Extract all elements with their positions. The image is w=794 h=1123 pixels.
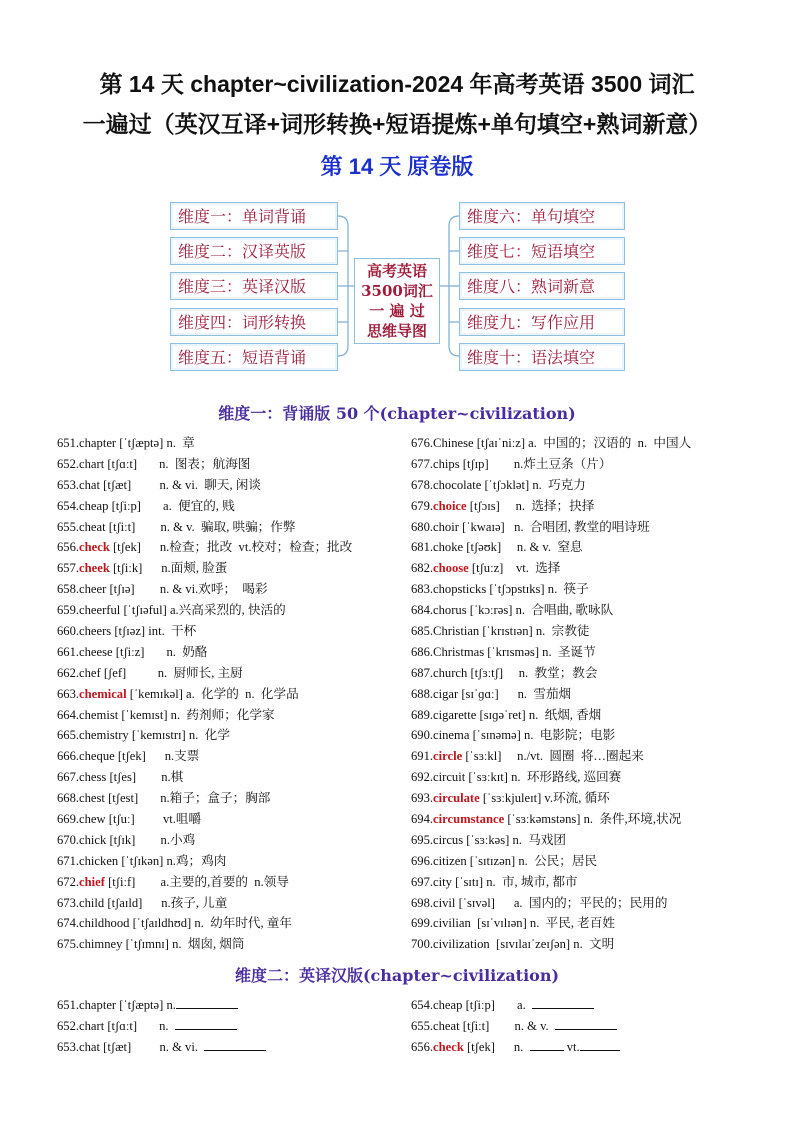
vocab-entry <box>57 767 417 788</box>
entry-word: chimney <box>79 937 123 952</box>
entry-number: 693. <box>411 791 434 806</box>
entry-number: 652. <box>57 1018 80 1033</box>
entry-detail: [ˈsɪtɪ] n. 市, 城市, 都市 <box>451 874 578 889</box>
entry-detail: [ˈkwaɪə] n. 合唱团, 教堂的唱诗班 <box>458 519 650 534</box>
entry-word: church <box>433 665 468 680</box>
entry-number: 681. <box>411 540 434 555</box>
entry-number: 654. <box>57 498 80 513</box>
vocab-entry <box>57 725 417 746</box>
vocab-entry <box>411 830 771 851</box>
entry-detail: [tʃæt] n. & vi. 聊天, 闲谈 <box>100 477 261 492</box>
section-heading-translation: 维度二：英译汉版(chapter~civilization) <box>234 966 560 985</box>
entry-word: chapter <box>79 998 117 1012</box>
vocab-entry <box>57 809 417 830</box>
vocab-entry <box>57 475 417 496</box>
entry-detail: [ˈsɪtɪzən] n. 公民；居民 <box>466 853 598 868</box>
entry-number: 698. <box>411 895 434 910</box>
vocab-entry <box>411 579 771 600</box>
entry-number: 660. <box>57 624 80 639</box>
vocab-entry <box>411 788 771 809</box>
entry-number: 694. <box>411 812 434 827</box>
entry-word: cheque <box>79 749 115 764</box>
entry-word: chat <box>79 477 101 492</box>
entry-number: 685. <box>411 624 434 639</box>
exercise-row <box>57 995 417 1016</box>
entry-number: 676. <box>411 436 434 450</box>
entry-number: 692. <box>411 770 434 785</box>
entry-number: 666. <box>57 749 80 764</box>
mindmap-right-item-3: 维度八：熟词新意 <box>459 272 625 300</box>
entry-number: 659. <box>57 603 80 618</box>
entry-number: 655. <box>57 519 80 534</box>
vocab-entry <box>411 684 771 705</box>
entry-number: 662. <box>57 665 80 680</box>
entry-word: cheese <box>79 644 113 659</box>
entry-detail: [ˈsɜːkəs] n. 马戏团 <box>463 832 567 847</box>
entry-word: chess <box>79 770 107 785</box>
entry-number: 663. <box>57 686 80 701</box>
entry-detail: [tʃiːz] n. 奶酪 <box>112 644 208 659</box>
entry-detail: [ˈtʃæptə] n. 章 <box>116 436 195 450</box>
vocab-entry <box>57 913 417 934</box>
entry-detail: [ˈtʃɪmnɪ] n. 烟囱, 烟筒 <box>122 937 245 952</box>
entry-word: chips <box>433 456 460 471</box>
entry-word: cheap <box>433 998 463 1012</box>
entry-detail: [tʃɪp] n.炸土豆条（片） <box>459 456 612 471</box>
vocab-entry <box>411 872 771 893</box>
vocab-entry <box>411 454 771 475</box>
answer-blank[interactable] <box>580 1038 620 1051</box>
entry-detail: [tʃuːz] vt. 选择 <box>468 561 561 576</box>
entry-number: 658. <box>57 582 80 597</box>
vocab-entry <box>411 809 771 830</box>
entry-word: childhood <box>79 916 130 931</box>
entry-detail: [tʃek] n. <box>463 1039 530 1054</box>
vocab-entry <box>411 705 771 726</box>
entry-number: 672. <box>57 874 80 889</box>
entry-number: 651. <box>57 436 80 450</box>
entry-word: chocolate <box>433 477 482 492</box>
entry-detail: [tʃɜːtʃ] n. 教堂；教会 <box>467 665 598 680</box>
entry-number: 682. <box>411 561 434 576</box>
entry-detail: [ˈkemɪstrɪ] n. 化学 <box>128 728 230 743</box>
entry-word: chopsticks <box>433 582 487 597</box>
entry-detail: [tʃɪə] n. & vi.欢呼； 喝彩 <box>106 582 268 597</box>
entry-word: chorus <box>433 603 467 618</box>
exercise-list-left <box>57 995 417 1058</box>
mindmap-center <box>354 258 440 344</box>
entry-detail: [sɪvɪlaɪˈzeɪʃən] n. 文明 <box>489 937 615 952</box>
vocab-entry <box>57 663 417 684</box>
page-subtitle: 第 14 天 原卷版 <box>320 154 474 179</box>
entry-detail: [ˈkemɪkəl] a. 化学的 n. 化学品 <box>126 686 299 701</box>
entry-number: 690. <box>411 728 434 743</box>
entry-detail: [ˈkɔːrəs] n. 合唱曲, 歌咏队 <box>466 603 614 618</box>
entry-word: chemistry <box>79 728 129 743</box>
exercise-row <box>57 1016 417 1037</box>
entry-word: chew <box>79 812 106 827</box>
entry-detail: [tʃek] n.检查；批改 vt.校对；检查；批改 <box>109 540 353 555</box>
entry-detail: [sɪˈɡɑː] n. 雪茄烟 <box>458 686 572 701</box>
entry-word: civilian <box>433 916 471 931</box>
entry-detail: [tʃiːt] n. & v. 骗取, 哄骗；作弊 <box>105 519 296 534</box>
mindmap-left-item-5: 维度五：短语背诵 <box>170 343 338 371</box>
vocab-entry <box>57 851 417 872</box>
entry-word: cheap <box>79 498 109 513</box>
entry-detail: [tʃek] n.支票 <box>114 749 200 764</box>
entry-word: circumstance <box>433 812 505 827</box>
entry-word: city <box>433 874 452 889</box>
entry-number: 670. <box>57 832 80 847</box>
entry-detail: [tʃes] n.棋 <box>106 770 184 785</box>
vocab-entry <box>57 893 417 914</box>
entry-number: 653. <box>57 1039 80 1054</box>
entry-word: chemist <box>79 707 119 722</box>
vocab-entry <box>57 872 417 893</box>
vocab-entry <box>57 934 417 955</box>
entry-detail: [ˈsɜːkəmstəns] n. 条件,环境,状况 <box>504 812 682 827</box>
page-title-line-1: 第 14 天 chapter~civilization-2024 年高考英语 3500 词汇 <box>99 71 695 97</box>
vocab-entry <box>57 558 417 579</box>
entry-number: 654. <box>411 998 434 1012</box>
entry-word: cheat <box>79 519 106 534</box>
entry-word: chick <box>79 832 107 847</box>
entry-number: 695. <box>411 832 434 847</box>
entry-number: 661. <box>57 644 80 659</box>
entry-detail: [tʃiːk] n.面颊, 脸蛋 <box>109 561 228 576</box>
entry-number: 667. <box>57 770 80 785</box>
entry-word: chapter <box>79 436 117 450</box>
vocab-entry <box>57 454 417 475</box>
entry-number: 684. <box>411 603 434 618</box>
vocab-entry <box>57 600 417 621</box>
entry-word: chat <box>79 1039 101 1054</box>
entry-number: 668. <box>57 791 80 806</box>
entry-word: chief <box>79 874 105 889</box>
entry-detail: [tʃɔɪs] n. 选择；抉择 <box>466 498 595 513</box>
mindmap-center-line-3: 一 遍 过 <box>369 302 425 320</box>
vocab-entry <box>411 558 771 579</box>
exercise-list-right <box>411 995 771 1058</box>
entry-detail: [tʃaɪld] n.孩子, 儿童 <box>104 895 228 910</box>
entry-word: choir <box>433 519 459 534</box>
vocab-entry <box>411 642 771 663</box>
entry-detail: [ˈsɪvəl] a. 国内的；平民的；民用的 <box>455 895 668 910</box>
exercise-row <box>411 995 771 1016</box>
vocab-entry <box>57 537 417 558</box>
entry-number: 657. <box>57 561 80 576</box>
entry-word: cheek <box>79 561 110 576</box>
vocab-list-left <box>57 433 417 955</box>
entry-detail: [ˈtʃɔpstɪks] n. 筷子 <box>486 582 589 597</box>
entry-number: 691. <box>411 749 434 764</box>
vocab-entry <box>57 621 417 642</box>
vocab-entry <box>57 705 417 726</box>
vocab-entry <box>57 579 417 600</box>
entry-word: cheerful <box>79 603 121 618</box>
vocab-entry <box>57 496 417 517</box>
entry-detail: [tʃɪəz] int. 干杯 <box>111 624 197 639</box>
answer-blank[interactable] <box>204 1038 266 1051</box>
entry-word: chemical <box>79 686 127 701</box>
entry-number: 697. <box>411 874 434 889</box>
entry-detail: [tʃɪk] n.小鸡 <box>106 832 196 847</box>
entry-detail: [ˈtʃaɪldhʊd] n. 幼年时代, 童年 <box>129 916 292 931</box>
entry-number: 679. <box>411 498 434 513</box>
entry-detail: [tʃɑːt] n. <box>104 1018 175 1033</box>
vocab-entry <box>411 517 771 538</box>
entry-detail: [ˈkrɪsməs] n. 圣诞节 <box>484 644 596 659</box>
answer-blank[interactable] <box>175 1017 237 1030</box>
vocab-entry <box>411 767 771 788</box>
mindmap-left-item-3: 维度三：英译汉版 <box>170 272 338 300</box>
answer-blank[interactable] <box>555 1017 617 1030</box>
entry-detail: [ˈtʃɪkən] n.鸡；鸡肉 <box>118 853 227 868</box>
entry-word: Christmas <box>433 644 485 659</box>
entry-detail: [tʃest] n.箱子；盒子；胸部 <box>104 791 271 806</box>
vocab-entry <box>411 746 771 767</box>
entry-number: 665. <box>57 728 80 743</box>
vocab-entry <box>411 663 771 684</box>
vocab-entry <box>57 746 417 767</box>
section-heading-recitation: 维度一：背诵版 50 个(chapter~civilization) <box>218 404 576 423</box>
entry-detail: [tʃəʊk] n. & v. 窒息 <box>463 540 583 555</box>
entry-detail: [tʃaɪˈniːz] a. 中国的；汉语的 n. 中国人 <box>473 436 692 450</box>
entry-detail: [sɪˈvɪlɪən] n. 平民, 老百姓 <box>470 916 615 931</box>
entry-word: cigarette <box>433 707 477 722</box>
vocab-entry <box>57 433 417 454</box>
entry-word: choke <box>433 540 464 555</box>
entry-word: citizen <box>433 853 467 868</box>
mindmap-right-item-5: 维度十：语法填空 <box>459 343 625 371</box>
entry-word: choose <box>433 561 469 576</box>
entry-number: 673. <box>57 895 80 910</box>
entry-detail: [ˈsɜːkjuleɪt] v.环流, 循环 <box>479 791 610 806</box>
vocab-entry <box>411 496 771 517</box>
entry-word: civilization <box>433 937 490 952</box>
entry-word: circuit <box>433 770 466 785</box>
answer-blank[interactable] <box>530 1038 564 1051</box>
entry-word: cinema <box>433 728 470 743</box>
vocab-entry <box>411 913 771 934</box>
entry-word: circle <box>433 749 463 764</box>
entry-word: cheers <box>79 624 112 639</box>
entry-detail: [ˈtʃɪəful] a.兴高采烈的, 快活的 <box>120 603 286 618</box>
entry-number: 678. <box>411 477 434 492</box>
mindmap-center-line-1: 高考英语 <box>366 262 427 280</box>
entry-detail: [tʃiːp] a. <box>462 998 533 1012</box>
mindmap-center-line-2: 3500词汇 <box>361 282 433 300</box>
entry-number: 674. <box>57 916 80 931</box>
entry-number: 652. <box>57 456 80 471</box>
mindmap-center-line-4: 思维导图 <box>366 322 427 340</box>
entry-word: cheer <box>79 582 107 597</box>
mindmap-left-item-1: 维度一：单词背诵 <box>170 202 338 230</box>
entry-number: 687. <box>411 665 434 680</box>
entry-number: 671. <box>57 853 80 868</box>
vocab-entry <box>411 433 771 454</box>
mindmap-right-item-1: 维度六：单句填空 <box>459 202 625 230</box>
vocab-entry <box>57 788 417 809</box>
answer-blank[interactable] <box>532 996 594 1009</box>
answer-blank[interactable] <box>176 996 238 1009</box>
entry-detail: [tʃiːt] n. & v. <box>459 1018 556 1033</box>
entry-word: chicken <box>79 853 119 868</box>
entry-detail: [ˈsɜːkl] n./vt. 圆圈 将…圈起来 <box>462 749 644 764</box>
vocab-entry <box>411 537 771 558</box>
entry-word: Christian <box>433 624 480 639</box>
exercise-row <box>411 1037 771 1058</box>
entry-word: check <box>433 1039 464 1054</box>
entry-detail: [ʃef] n. 厨师长, 主厨 <box>100 665 243 680</box>
vocab-entry <box>57 684 417 705</box>
entry-number: 686. <box>411 644 434 659</box>
vocab-entry <box>411 621 771 642</box>
page-title-line-2: 一遍过（英汉互译+词形转换+短语提炼+单句填空+熟词新意） <box>82 111 712 137</box>
entry-word: chart <box>79 1018 105 1033</box>
entry-number: 680. <box>411 519 434 534</box>
entry-number: 699. <box>411 916 434 931</box>
entry-detail: [ˈtʃɔklət] n. 巧克力 <box>481 477 586 492</box>
vt-label: vt. <box>563 1039 580 1054</box>
entry-detail: [ˈkemɪst] n. 药剂师；化学家 <box>118 707 275 722</box>
entry-word: Chinese <box>433 436 474 450</box>
entry-word: circulate <box>433 791 480 806</box>
entry-detail: [ˈsɪnəmə] n. 电影院；电影 <box>469 728 616 743</box>
entry-detail: [ˈkrɪstɪən] n. 宗教徒 <box>479 624 590 639</box>
entry-word: cheat <box>433 1018 460 1033</box>
mindmap-right-item-2: 维度七：短语填空 <box>459 237 625 265</box>
vocab-entry <box>57 642 417 663</box>
mindmap-left-item-4: 维度四：词形转换 <box>170 308 338 336</box>
vocab-entry <box>411 600 771 621</box>
entry-number: 696. <box>411 853 434 868</box>
entry-detail: [tʃɑːt] n. 图表；航海图 <box>104 456 251 471</box>
exercise-row <box>57 1037 417 1058</box>
entry-number: 675. <box>57 937 80 952</box>
entry-number: 689. <box>411 707 434 722</box>
entry-number: 656. <box>411 1039 434 1054</box>
vocab-entry <box>57 517 417 538</box>
vocab-entry <box>411 851 771 872</box>
entry-number: 664. <box>57 707 80 722</box>
entry-number: 653. <box>57 477 80 492</box>
entry-detail: [sɪɡəˈret] n. 纸烟, 香烟 <box>476 707 602 722</box>
mindmap-left-item-2: 维度二：汉译英版 <box>170 237 338 265</box>
entry-number: 683. <box>411 582 434 597</box>
entry-number: 688. <box>411 686 434 701</box>
vocab-entry <box>411 934 771 955</box>
vocab-list-right <box>411 433 771 955</box>
entry-number: 655. <box>411 1018 434 1033</box>
entry-word: chest <box>79 791 105 806</box>
entry-detail: [tʃiːp] a. 便宜的, 贱 <box>108 498 235 513</box>
entry-number: 656. <box>57 540 80 555</box>
vocab-entry <box>411 893 771 914</box>
entry-word: cigar <box>433 686 459 701</box>
vocab-entry <box>57 830 417 851</box>
entry-word: circus <box>433 832 464 847</box>
entry-word: choice <box>433 498 467 513</box>
entry-word: chart <box>79 456 105 471</box>
entry-number: 669. <box>57 812 80 827</box>
mindmap-right-item-4: 维度九：写作应用 <box>459 308 625 336</box>
vocab-entry <box>411 475 771 496</box>
entry-detail: [tʃiːf] a.主要的,首要的 n.领导 <box>104 874 289 889</box>
vocab-entry <box>411 725 771 746</box>
entry-word: check <box>79 540 110 555</box>
entry-detail: [tʃæt] n. & vi. <box>100 1039 205 1054</box>
entry-number: 677. <box>411 456 434 471</box>
entry-detail: [ˈsɜːkɪt] n. 环形路线, 巡回赛 <box>465 770 622 785</box>
entry-word: civil <box>433 895 456 910</box>
entry-detail: [tʃuː] vt.咀嚼 <box>105 812 202 827</box>
entry-detail: [ˈtʃæptə] n. <box>116 998 176 1012</box>
entry-number: 700. <box>411 937 434 952</box>
entry-word: chef <box>79 665 101 680</box>
entry-number: 651. <box>57 998 80 1012</box>
entry-word: child <box>79 895 105 910</box>
exercise-row <box>411 1016 771 1037</box>
